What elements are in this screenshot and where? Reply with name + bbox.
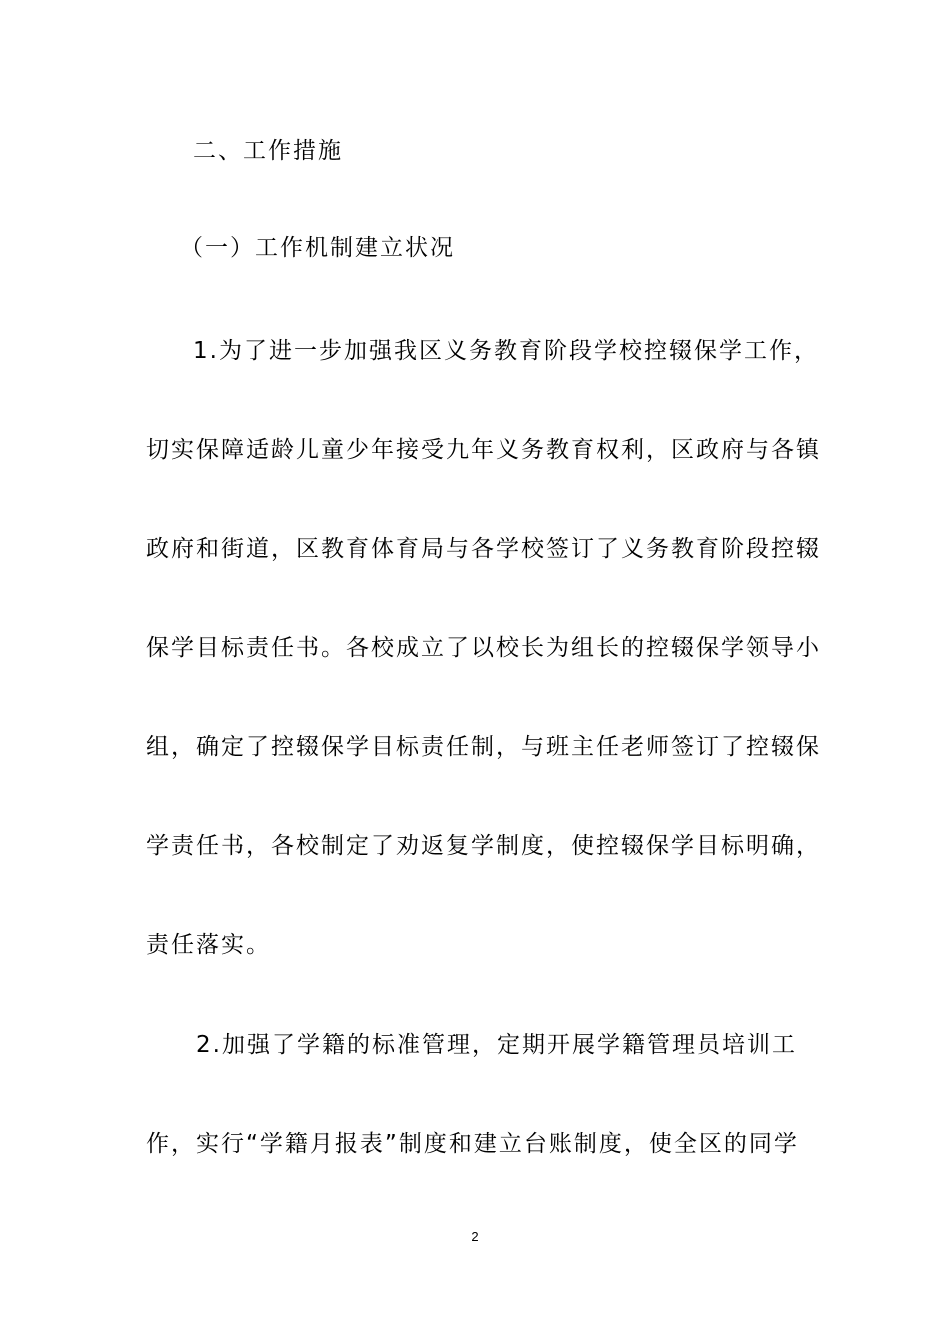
paragraph-1-line-6: 学责任书，各校制定了劝返复学制度，使控辍保学目标明确， (146, 833, 821, 859)
paragraph-1-line-3: 政府和街道，区教育体育局与各学校签订了义务教育阶段控辍 (146, 536, 821, 562)
paragraph-1-line-5: 组，确定了控辍保学目标责任制，与班主任老师签订了控辍保 (146, 734, 821, 760)
subsection-heading: （一）工作机制建立状况 (180, 235, 455, 261)
paragraph-1-line-7: 责任落实。 (146, 932, 271, 958)
paragraph-1-line-1: 1.为了进一步加强我区义务教育阶段学校控辍保学工作， (193, 338, 819, 364)
paragraph-1-line-2: 切实保障适龄儿童少年接受九年义务教育权利，区政府与各镇 (146, 437, 821, 463)
paragraph-1-line-4: 保学目标责任书。各校成立了以校长为组长的控辍保学领导小 (146, 635, 821, 661)
paragraph-2-line-1: 2.加强了学籍的标准管理，定期开展学籍管理员培训工 (196, 1032, 797, 1058)
section-heading: 二、工作措施 (193, 138, 343, 164)
paragraph-2-line-2: 作，实行“学籍月报表”制度和建立台账制度，使全区的同学 (146, 1131, 799, 1157)
page-number: 2 (471, 1229, 479, 1244)
